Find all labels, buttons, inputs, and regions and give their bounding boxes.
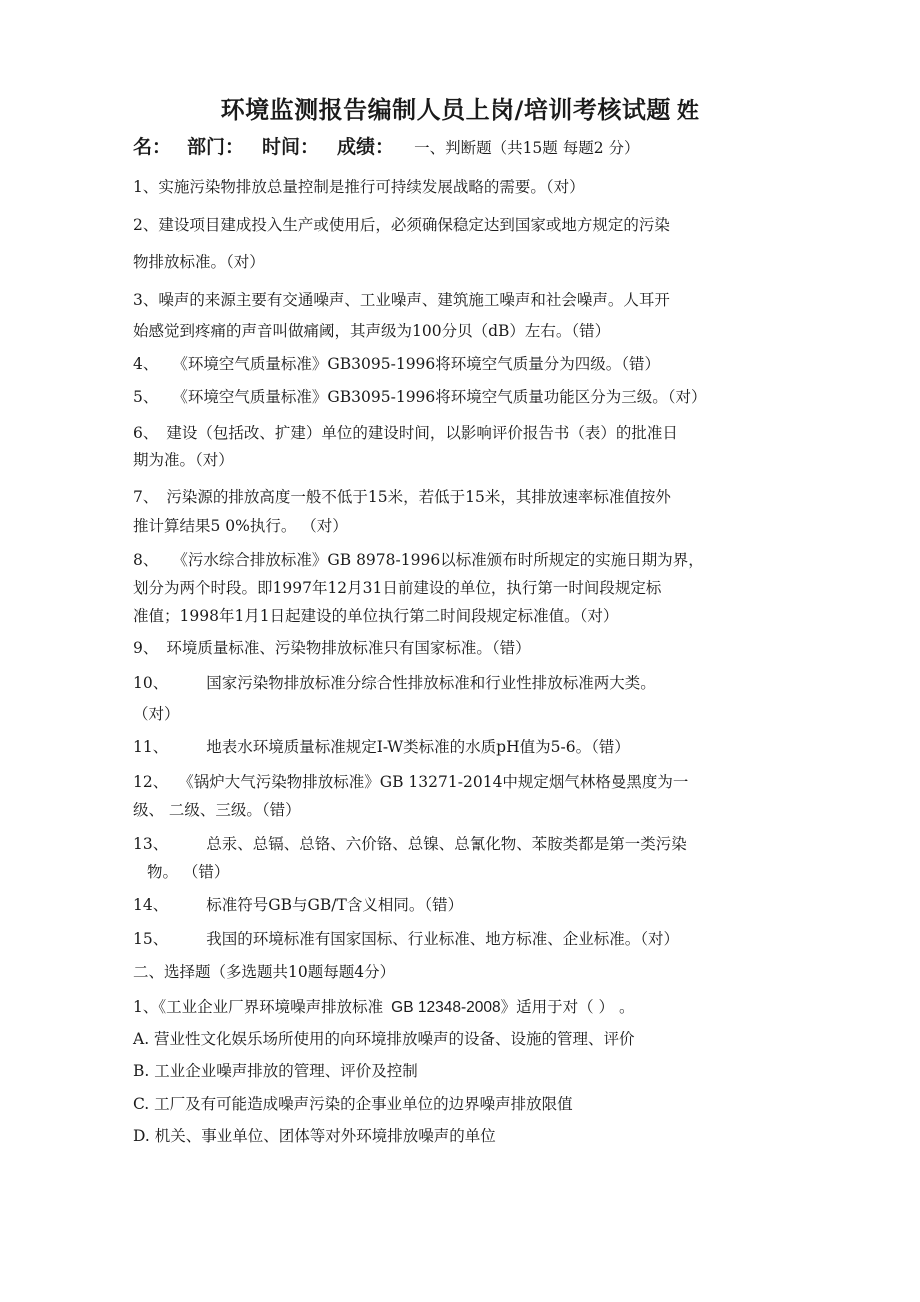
judgement-q5	[133, 387, 793, 407]
q-number: 9、	[133, 639, 159, 657]
judgement-q15	[133, 929, 793, 949]
q-text: 总汞、总镉、总铬、六价铬、总镍、总氰化物、苯胺类都是第一类污染	[206, 835, 687, 853]
judgement-q9	[133, 638, 793, 658]
judgement-q13-cont	[133, 862, 793, 882]
judgement-q12	[133, 772, 793, 792]
q-text: （对）	[133, 705, 180, 723]
judgement-q8	[133, 550, 793, 570]
q-number: 6、	[133, 424, 159, 442]
judgement-q10-cont	[133, 704, 793, 724]
judgement-q11	[133, 737, 793, 757]
option-b: B. 工业企业噪声排放的管理、评价及控制	[133, 1062, 418, 1080]
q-text: 级、 二级、三级。（错）	[133, 801, 301, 819]
q-text-before: 《工业企业厂界环境噪声排放标准	[158, 998, 384, 1016]
judgement-q1	[133, 177, 793, 197]
q-number: 8、	[133, 551, 159, 569]
judgement-q7	[133, 487, 793, 507]
q-text: 《环境空气质量标准》GB3095-1996将环境空气质量分为四级。（错）	[172, 355, 661, 373]
q-number: 1、	[133, 998, 159, 1016]
q-text: 国家污染物排放标准分综合性排放标准和行业性排放标准两大类。	[206, 674, 656, 692]
q-number: 15、	[133, 930, 169, 948]
judgement-q6-cont	[133, 450, 793, 470]
q-text: 建设（包括改、扩建）单位的建设时间，以影响评价报告书（表）的批准日	[166, 424, 678, 442]
name-label: 名：	[133, 136, 172, 158]
q-text: 《污水综合排放标准》GB 8978-1996以标准颁布时所规定的实施日期为界，	[172, 551, 704, 569]
section-1-heading: 一、判断题（共15题 每题2 分）	[414, 139, 640, 157]
q-number: 11、	[133, 738, 169, 756]
dept-label: 部门：	[187, 136, 245, 158]
q-text: 实施污染物排放总量控制是推行可持续发展战略的需要。（对）	[158, 178, 585, 196]
judgement-q14	[133, 895, 793, 915]
option-a: A. 营业性文化娱乐场所使用的向环境排放噪声的设备、设施的管理、评价	[133, 1030, 635, 1048]
q-text: 地表水环境质量标准规定I-W类标准的水质pH值为5-6。（错）	[206, 738, 630, 756]
q-number: 3、	[133, 291, 159, 309]
choice-q1	[133, 997, 793, 1018]
q-number: 12、	[133, 773, 169, 791]
info-line	[133, 137, 793, 158]
q-text: 《环境空气质量标准》GB3095-1996将环境空气质量功能区分为三级。（对）	[172, 388, 707, 406]
judgement-q3-cont	[133, 321, 793, 341]
q-text: 准值；1998年1月1日起建设的单位执行第二时间段规定标准值。（对）	[133, 607, 619, 625]
q-text: 推计算结果5 0%执行。 （对）	[133, 517, 348, 535]
page-title	[0, 90, 920, 125]
judgement-q6	[133, 423, 793, 443]
q-number: 13、	[133, 835, 169, 853]
q-text: 始感觉到疼痛的声音叫做痛阈，其声级为100分贝（dB）左右。（错）	[133, 322, 611, 340]
judgement-q2-cont	[133, 252, 793, 272]
judgement-q12-cont	[133, 800, 793, 820]
option-d: D. 机关、事业单位、团体等对外环境排放噪声的单位	[133, 1127, 496, 1145]
judgement-q10	[133, 673, 793, 693]
q-number: 10、	[133, 674, 169, 692]
q-number: 7、	[133, 488, 159, 506]
score-label: 成绩：	[337, 136, 395, 158]
option-c: C. 工厂及有可能造成噪声污染的企事业单位的边界噪声排放限值	[133, 1095, 573, 1113]
q-text: 噪声的来源主要有交通噪声、工业噪声、建筑施工噪声和社会噪声。人耳开	[158, 291, 670, 309]
judgement-q8-cont2	[133, 606, 793, 626]
judgement-q13	[133, 834, 793, 854]
q-text: 物排放标准。（对）	[133, 253, 265, 271]
q-number: 1、	[133, 178, 159, 196]
title-main: 环境监测报告编制人员上岗/培训考核试题	[220, 96, 671, 124]
q-text: 标准符号GB与GB/T含义相同。（错）	[206, 896, 464, 914]
q-number: 14、	[133, 896, 169, 914]
q-text: 物。 （错）	[147, 863, 230, 881]
judgement-q4	[133, 354, 793, 374]
section-2-heading: 二、选择题（多选题共10题每题4分）	[133, 963, 396, 981]
q-number: 2、	[133, 216, 159, 234]
time-label: 时间：	[262, 136, 320, 158]
q-text: 《锅炉大气污染物排放标准》GB 13271-2014中规定烟气林格曼黑度为一	[178, 773, 689, 791]
standard-code: GB 12348-2008	[391, 999, 501, 1016]
q-number: 5、	[133, 388, 159, 406]
q-text: 期为准。（对）	[133, 451, 234, 469]
q-text: 环境质量标准、污染物排放标准只有国家标准。（错）	[166, 639, 531, 657]
q-text: 我国的环境标准有国家国标、行业标准、地方标准、企业标准。（对）	[206, 930, 679, 948]
judgement-q2	[133, 215, 793, 235]
q-text-after: 》适用于对（ ） 。	[500, 998, 635, 1016]
q-text: 建设项目建成投入生产或使用后，必须确保稳定达到国家或地方规定的污染	[158, 216, 670, 234]
judgement-q3	[133, 290, 793, 310]
title-tail: 姓	[676, 99, 700, 124]
judgement-q7-cont	[133, 516, 793, 536]
q-text: 污染源的排放高度一般不低于15米，若低于15米，其排放速率标准值按外	[166, 488, 671, 506]
q-text: 划分为两个时段。即1997年12月31日前建设的单位，执行第一时间段规定标	[133, 579, 662, 597]
judgement-q8-cont1	[133, 578, 793, 598]
q-number: 4、	[133, 355, 159, 373]
